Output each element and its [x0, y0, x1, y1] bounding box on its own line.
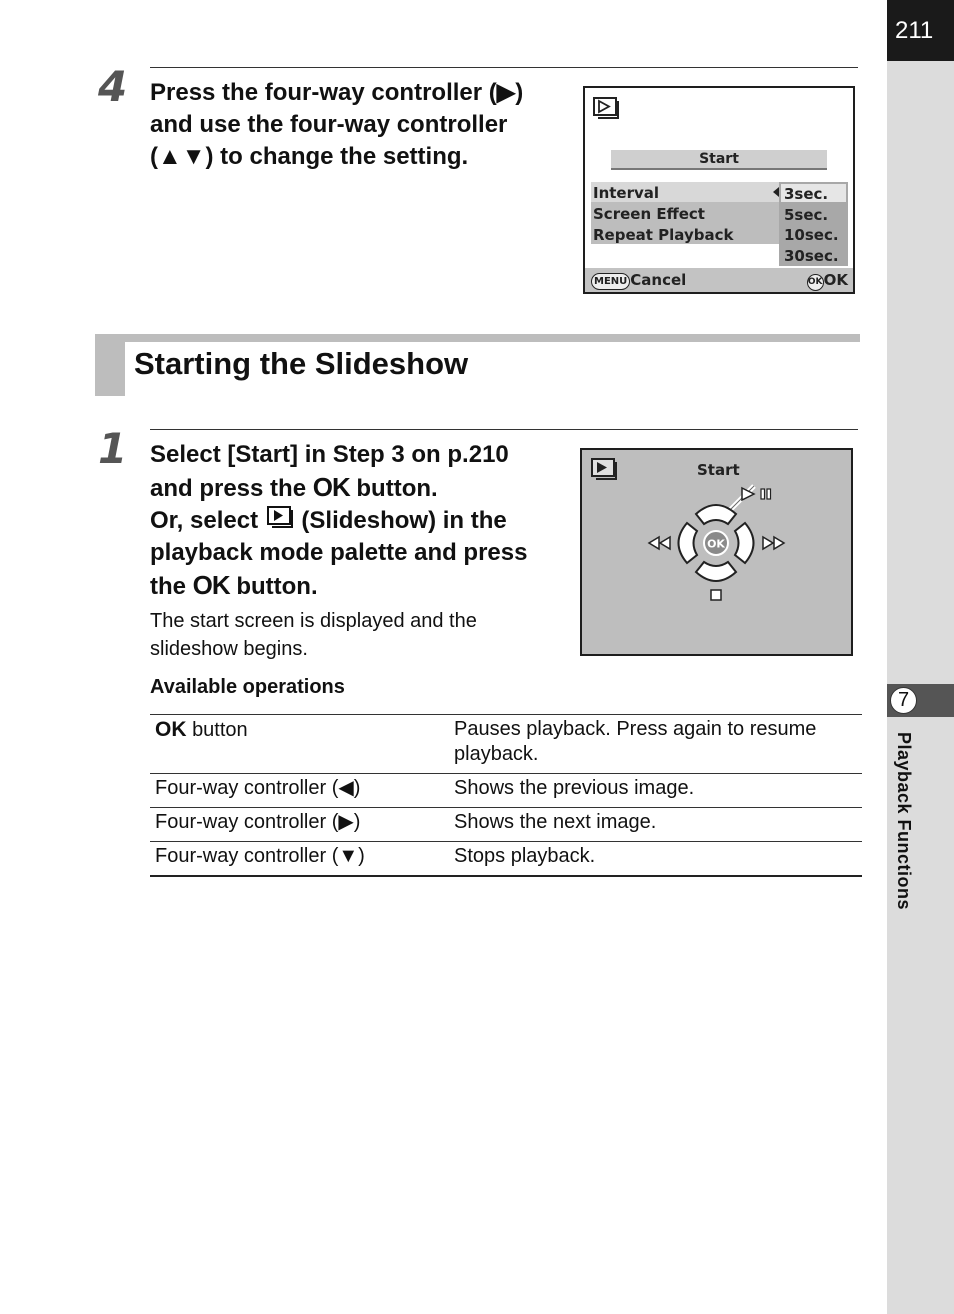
ok-action[interactable]	[807, 271, 848, 291]
page-number: 211	[887, 0, 954, 61]
menu-button-icon: MENU	[591, 273, 630, 290]
chapter-number: 7	[890, 687, 917, 714]
step1-line: the OK button.	[150, 570, 318, 600]
step-number: 1	[98, 424, 128, 473]
step1-line: Or, select (Slideshow) in the	[150, 507, 507, 534]
start-menu-item[interactable]: Start	[611, 150, 827, 170]
control-cell: Four-way controller (◀)	[150, 774, 449, 808]
operations-title: Available operations	[150, 676, 345, 698]
action-cell: Shows the previous image.	[449, 774, 862, 808]
section-title: Starting the Slideshow	[134, 346, 469, 381]
four-way-controller[interactable]	[582, 450, 851, 654]
step4-instruction	[150, 77, 523, 173]
left-pad[interactable]	[679, 523, 698, 563]
chapter-title: Playback Functions	[894, 732, 914, 911]
step4-line: (▲▼) to change the setting.	[150, 143, 469, 170]
ok-icon: OK	[192, 570, 230, 600]
menu-item-screen-effect[interactable]: Screen Effect	[593, 205, 705, 223]
table-row	[150, 842, 862, 877]
section-bar	[95, 334, 860, 342]
action-cell: Pauses playback. Press again to resume playback.	[449, 715, 862, 774]
option-10sec[interactable]: 10sec.	[784, 226, 839, 244]
down-pad[interactable]	[696, 562, 736, 581]
table-row	[150, 715, 862, 774]
play-pause-icon	[742, 488, 771, 500]
camera-screen-interval	[583, 86, 855, 294]
step1-instruction	[150, 439, 570, 603]
step1-line: playback mode palette and press	[150, 539, 528, 566]
playback-icon	[593, 97, 623, 121]
action-cell: Shows the next image.	[449, 808, 862, 842]
fast-forward-icon	[763, 537, 784, 549]
step1-description: The start screen is displayed and the slideshow begins.	[150, 610, 477, 660]
rewind-icon	[649, 537, 670, 549]
action-cell: Stops playback.	[449, 842, 862, 877]
menu-item-repeat-playback[interactable]: Repeat Playback	[593, 226, 734, 244]
ok-icon: OK	[312, 472, 350, 502]
ok-button-icon: OK	[807, 274, 824, 291]
camera-screen-slideshow-start	[580, 448, 853, 656]
divider	[150, 429, 858, 430]
control-cell: Four-way controller (▶)	[150, 808, 449, 842]
stop-icon	[711, 590, 721, 600]
table-row	[150, 808, 862, 842]
cancel-action[interactable]	[591, 271, 686, 290]
option-5sec[interactable]: 5sec.	[784, 206, 829, 224]
step1-line: and press the OK button.	[150, 472, 438, 502]
control-cell: OK button	[150, 715, 449, 774]
ok-center-label: OK	[707, 537, 725, 551]
ok-icon: OK	[155, 718, 187, 741]
start-label: Start	[697, 461, 740, 479]
screen-footer	[585, 268, 853, 292]
step1-line: Select [Start] in Step 3 on p.210	[150, 441, 509, 468]
cancel-label: Cancel	[630, 271, 687, 289]
side-strip	[887, 0, 954, 1314]
slideshow-icon	[265, 506, 295, 530]
ok-label: OK	[823, 271, 848, 289]
operations-table	[150, 714, 862, 877]
table-row	[150, 774, 862, 808]
section-marker	[95, 334, 125, 396]
option-3sec[interactable]: 3sec.	[784, 185, 829, 203]
step4-line: Press the four-way controller (▶)	[150, 79, 524, 106]
step4-line: and use the four-way controller	[150, 111, 508, 138]
divider	[150, 67, 858, 68]
menu-item-interval[interactable]: Interval	[593, 184, 660, 202]
right-pad[interactable]	[735, 523, 754, 563]
control-cell: Four-way controller (▼)	[150, 842, 449, 877]
option-30sec[interactable]: 30sec.	[784, 247, 839, 265]
step-number: 4	[98, 62, 128, 111]
